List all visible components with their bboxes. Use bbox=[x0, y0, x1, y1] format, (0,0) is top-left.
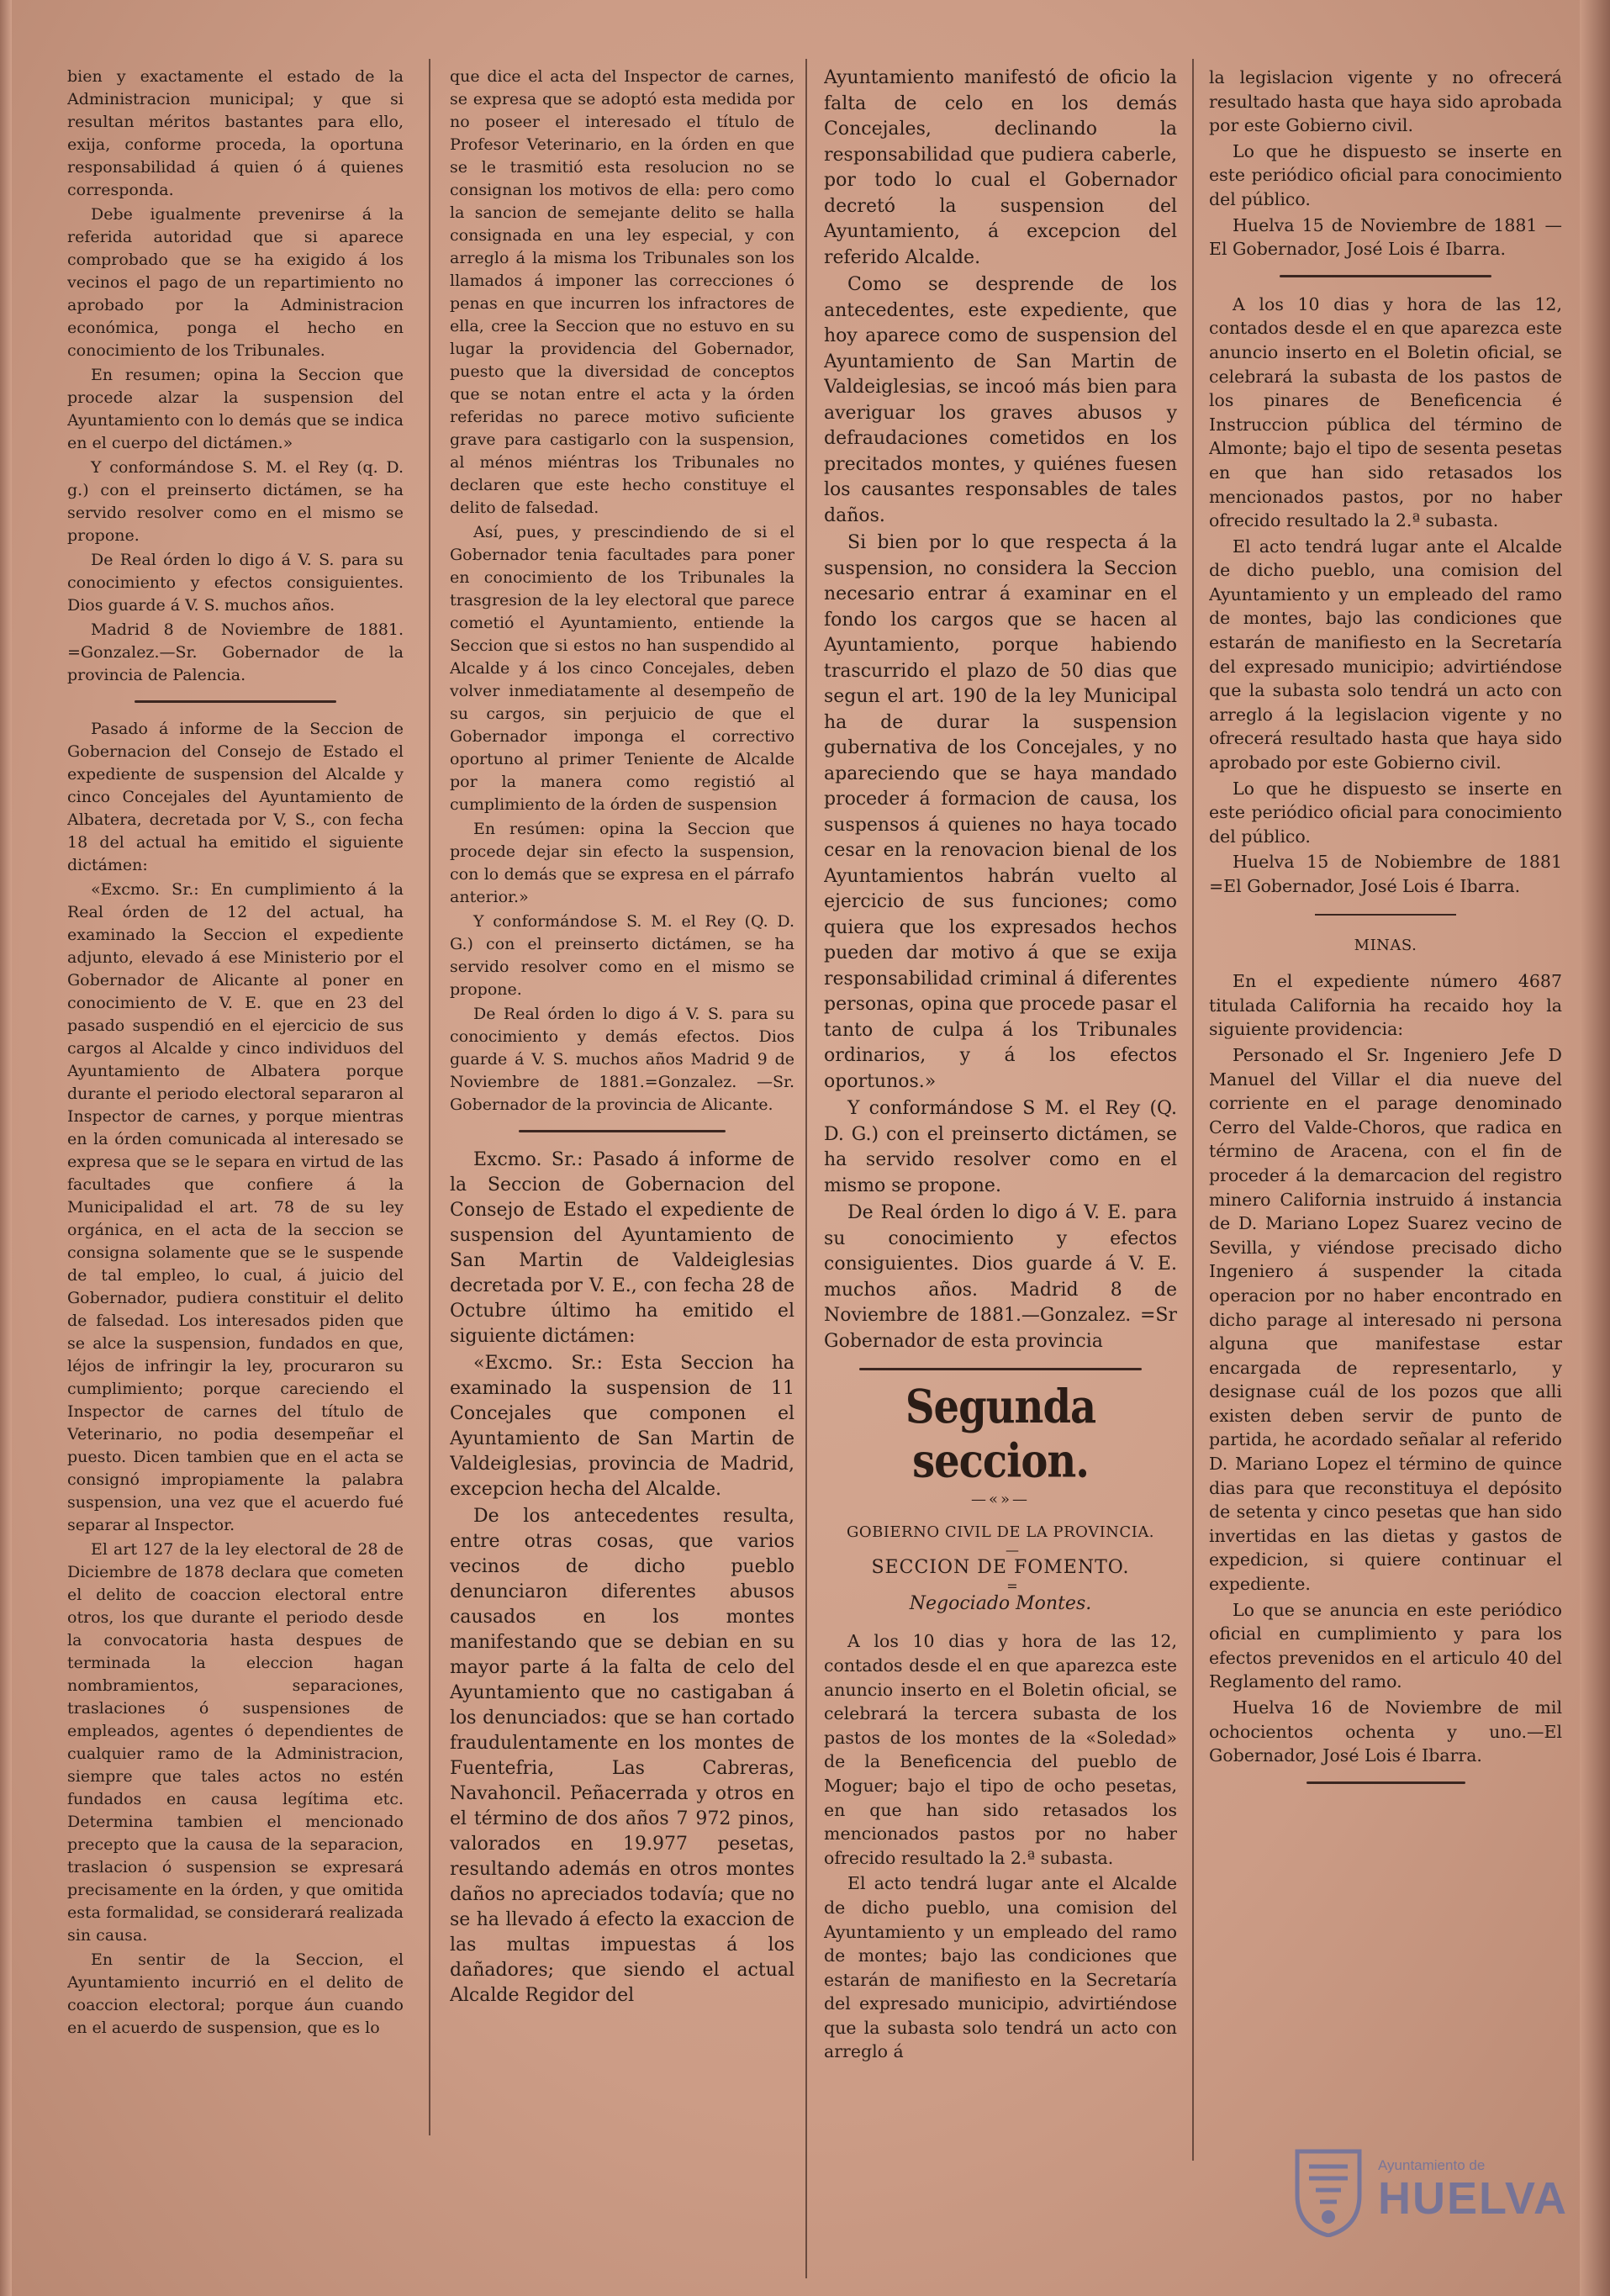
divider bbox=[519, 1130, 726, 1132]
paragraph: El acto tendrá lugar ante el Alcalde de dicho pueblo, una comision del Ayuntamiento y un empleado del ramo de montes; bajo las condiciones que estarán de manifiesto en la Secretaría del expresado municipio, advirtiéndose que la subasta solo tendrá un acto con arreglo á bbox=[824, 1873, 1177, 2062]
ornament: —«»— bbox=[970, 1491, 1031, 1508]
paragraph: El acto tendrá lugar ante el Alcalde de dicho pueblo, una comision del Ayuntamiento y un empleado del ramo de montes, bajo las condiciones que estarán de manifiesto en la Secretaría del expresado municipio; advirtiéndose que la subasta solo tendrá un acto con arreglo á la legislacion vigente y no ofrecerá resultado hasta que haya sido aprobado por este Gobierno civil. bbox=[1209, 536, 1562, 773]
negociado-heading: Negociado Montes. bbox=[909, 1592, 1092, 1614]
paragraph: «Excmo. Sr.: En cumplimiento á la Real órden de 12 del actual, ha examinado la Seccion el expediente adjunto, elevado á ese Ministerio por el Gobernador de Alicante al poner en conocimiento de V. E. que en 23 del pasado suspendió en el ejercicio de sus cargos al Alcalde y cinco individuos del Ayuntamiento de Albatera porque durante el periodo electoral separaron al Inspector de carnes, y porque mientras en la órden comunicada al interesado se expresa que se le separa en virtud de las facultades que confiere á la Municipalidad el art. 78 de su ley orgánica, en el acta de la seccion se consigna solamente que se le suspende de tal empleo, lo cual, á juicio del Gobernador, pudiera constituir el delito de falsedad. Los interesados piden que se alce la suspension, fundados en que, léjos de infringir la ley, procuraron su cumplimiento; porque careciendo el Inspector de carnes del título de Veterinario, no podia desempeñar el puesto. Dicen tambien que en el acta se consignó impropiamente la palabra suspension, una vez que el acuerdo fué separar al Inspector. bbox=[67, 880, 404, 1534]
paragraph: Ayuntamiento manifestó de oficio la falta de celo en los demás Concejales, declinando la responsabilidad que pudiera caberle, por todo lo cual el Gobernador decretó la suspension del Ayuntamiento, á excepcion del referido Alcalde. bbox=[824, 67, 1177, 268]
signature: Huelva 15 de Noviembre de 1881 —El Gobernador, José Lois é Ibarra. bbox=[1209, 214, 1562, 260]
paragraph: A los 10 dias y hora de las 12, contados desde el en que aparezca este anuncio inserto en el Boletin oficial, se celebrará la tercera subasta de los pastos de los montes de la «Soledad» de la Beneficencia del pueblo de Moguer; bajo el tipo de ocho pesetas, en que han sido retasados los mencionados pastos por no haber ofrecido resultado la 2.ª subasta. bbox=[824, 1631, 1177, 1868]
paragraph: Personado el Sr. Ingeniero Jefe D Manuel del Villar el dia nueve del corriente en el parage denominado Cerro del Valde-Choros, que radica en término de Aracena, con el fin de proceder á la demarcacion del registro minero California instruido á instancia de D. Mariano Lopez Suarez vecino de Sevilla, y viéndose precisado dicho Ingeniero á suspender la citada operacion por no haber encontrado en dicho parage al interesado ni persona alguna que manifestase estar encargada de representarlo, y designase cuál de los pozos que alli existen deben servir de punto de partida, he acordado señalar al referido D. Mariano Lopez el término de quince dias para que reconstituya el depósito de setenta y cinco pesetas que han sido invertidas en las dietas y gastos de expedicion, si quiere continuar el expediente. bbox=[1209, 1044, 1562, 1595]
paragraph: En resumen; opina la Seccion que procede alzar la suspension del Ayuntamiento con lo demás que se indica en el cuerpo del dictámen.» bbox=[67, 366, 404, 452]
minas-heading: MINAS. bbox=[1354, 936, 1417, 954]
paragraph: Así, pues, y prescindiendo de si el Gobernador tenia facultades para poner en conocimiento de los Tribunales la trasgresion de la ley electoral que parece cometió el Ayuntamiento, entiende la Seccion que si estos no han suspendido al Alcalde y á los cinco Concejales, deben volver inmediatamente al desempeño de su cargos, sin perjuicio de que el Gobernador imponga el correctivo oportuno al primer Teniente de Alcalde por la manera como registió al cumplimiento de la órden de suspension bbox=[450, 523, 794, 814]
signature: Huelva 15 de Nobiembre de 1881 =El Gobernador, José Lois é Ibarra. bbox=[1209, 852, 1562, 896]
paragraph: Y conformándose S. M. el Rey (Q. D. G.) con el preinserto dictámen, se ha servido resolver como en el mismo se propone. bbox=[450, 912, 794, 999]
dash: = bbox=[1006, 1577, 1018, 1594]
gov-heading: GOBIERNO CIVIL DE LA PROVINCIA. bbox=[846, 1523, 1155, 1541]
paragraph: Pasado á informe de la Seccion de Gobernacion del Consejo de Estado el expediente de suspension del Alcalde y cinco Concejales del Ayuntamiento de Albatera, decretada por V, S., con fecha 18 del actual ha emitido el siguiente dictámen: bbox=[67, 720, 404, 874]
paragraph: En resúmen: opina la Seccion que procede dejar sin efecto la suspension, con lo demás que se expresa en el párrafo anterior.» bbox=[450, 820, 794, 906]
column-rule-3 bbox=[1192, 59, 1194, 2161]
signature: Madrid 8 de Noviembre de 1881. =Gonzalez.—Sr. Gobernador de la provincia de Palencia. bbox=[67, 620, 404, 684]
section-title: Segunda seccion. bbox=[905, 1380, 1096, 1489]
column-rule-1 bbox=[429, 59, 430, 2135]
signature: Huelva 16 de Noviembre de mil ochocientos ochenta y uno.—El Gobernador, José Lois é Ibarra. bbox=[1209, 1697, 1562, 1766]
dash: — bbox=[1006, 1542, 1019, 1559]
paragraph: El art 127 de la ley electoral de 28 de Diciembre de 1878 declara que cometen el delito de coaccion electoral entre otros, los que durante el periodo desde la convocatoria hasta despues de terminada la eleccion hagan nombramientos, separaciones, traslaciones ó suspensiones de empleados, agentes ó dependientes de cualquier ramo de la Administracion, siempre que tales actos no estén fundados en causa legítima etc. Determina tambien el mencionado precepto que la causa de la separacion, traslacion ó suspension se expresará precisamente en la órden, y que omitida esta formalidad, se considerará realizada sin causa. bbox=[67, 1540, 404, 1945]
page-edge-right bbox=[1580, 0, 1610, 2296]
paragraph: Si bien por lo que respecta á la suspension, no considera la Seccion necesario entrar á examinar en el fondo los cargos que se hacen al Ayuntamiento, porque habiendo trascurrido el plazo de 50 dias que segun el art. 190 de la ley Municipal ha de durar la suspension gubernativa de los Concejales, y no apareciendo que se haya mandado proceder á formacion de causa, los suspensos á quienes no haya tocado cesar en la renovacion bienal de los Ayuntamientos habrán vuelto al ejercicio de sus funciones; como quiera que los expresados hechos pueden dar motivo á que se exija responsabilidad criminal á diferentes personas, opina que procede pasar el tanto de culpa á los Tribunales ordinarios, y á los efectos oportunos.» bbox=[824, 532, 1177, 1092]
column-rule-2 bbox=[805, 59, 807, 2278]
huelva-crest-icon bbox=[1291, 2143, 1366, 2237]
divider bbox=[1280, 275, 1491, 277]
column-4 bbox=[1209, 66, 1562, 2285]
column-1 bbox=[67, 66, 404, 2285]
watermark-title: HUELVA bbox=[1378, 2173, 1568, 2224]
paragraph: Lo que he dispuesto se inserte en este periódico oficial para conocimiento del público. bbox=[1209, 778, 1562, 847]
paragraph: De Real órden lo digo á V. S. para su conocimiento y efectos consiguientes. Dios guarde á V. S. muchos años. bbox=[67, 551, 404, 615]
paragraph: A los 10 dias y hora de las 12, contados desde el en que aparezca este anuncio inserto en el Boletin oficial, se celebrará la subasta de los pastos de los pinares de Beneficencia é Instruccion pública del término de Almonte; bajo el tipo de sesenta pesetas en que han sido retasados los mencionados pastos, por no haber ofrecido resultado la 2.ª subasta. bbox=[1209, 293, 1562, 531]
watermark-caption: Ayuntamiento de bbox=[1378, 2157, 1486, 2173]
paragraph: En el expediente número 4687 titulada California ha recaido hoy la siguiente providencia: bbox=[1209, 971, 1562, 1040]
divider bbox=[1306, 1781, 1465, 1784]
paragraph: De Real órden lo digo á V. E. para su conocimiento y efectos consiguientes. Dios guarde á V. E. muchos años. Madrid 8 de Noviembre de 1881.—Gonzalez. =Sr Gobernador de esta provincia bbox=[824, 1202, 1177, 1352]
divider bbox=[859, 1368, 1142, 1370]
paragraph: bien y exactamente el estado de la Administracion municipal; y que si resultan méritos bastantes para ello, exija, conforme proceda, la oportuna responsabilidad á quien ó á quienes corresponda. bbox=[67, 67, 404, 199]
column-3 bbox=[824, 66, 1177, 2285]
paragraph: Debe igualmente prevenirse á la referida autoridad que si aparece comprobado que se ha exigido á los vecinos el pago de un repartimiento no aprobado por la Administracion económica, ponga el hecho en conocimiento de los Tribunales. bbox=[67, 205, 404, 360]
paragraph: De Real órden lo digo á V. S. para su conocimiento y demás efectos. Dios guarde á V. S. muchos años Madrid 9 de Noviembre de 1881.=Gonzalez. —Sr. Gobernador de la provincia de Alicante. bbox=[450, 1005, 794, 1114]
paragraph: la legislacion vigente y no ofrecerá resultado hasta que haya sido aprobada por este Gobierno civil. bbox=[1209, 67, 1562, 136]
paragraph: En sentir de la Seccion, el Ayuntamiento incurrió en el delito de coaccion electoral; porque áun cuando en el acuerdo de suspension, que es lo bbox=[67, 1950, 404, 2037]
divider bbox=[1315, 914, 1456, 916]
ayuntamiento-watermark bbox=[1291, 2127, 1568, 2253]
paragraph: Y conformándose S M. el Rey (Q. D. G.) con el preinserto dictámen, se ha servido resolver como en el mismo se propone. bbox=[824, 1098, 1177, 1196]
paragraph: que dice el acta del Inspector de carnes, se expresa que se adoptó esta medida por no poseer el interesado el título de Profesor Veterinario, en la órden en que se le trasmitió esta resolucion no se consignan los motivos de ella: pero como la sancion de semejante delito se halla consignada en una ley especial, y con arreglo á la misma los Tribunales son los llamados á imponer las correcciones ó penas en que incurren los infractores de ella, cree la Seccion que no estuvo en su lugar la providencia del Gobernador, puesto que la diversidad de conceptos que se notan entre el acta y la órden referidas no parece motivo suficiente grave para castigarlo con la suspension, al ménos miéntras los Tribunales no declaren que este hecho constituye el delito de falsedad. bbox=[450, 67, 794, 517]
paragraph: De los antecedentes resulta, entre otras cosas, que varios vecinos de dicho pueblo denunciaron diferentes abusos causados en los montes manifestando que se debian en su mayor parte á la falta de celo del Ayuntamiento que no castigaban á los denunciados: que se han cortado fraudulentamente en los montes de Fuentefria, Las Cabreras, Navahoncil. Peñacerrada y otros en el término de dos años 7 972 pinos, valorados en 19.977 pesetas, resultando además en otros montes daños no apreciados todavía; que no se ha llevado á efecto la exaccion de las multas impuestas á los dañadores; que siendo el actual Alcalde Regidor del bbox=[450, 1506, 794, 2006]
paragraph: Como se desprende de los antecedentes, este expediente, que hoy aparece como de suspension del Ayuntamiento de San Martin de Valdeiglesias, se incoó más bien para averiguar los graves abusos y defraudaciones cometidos en los precitados montes, y quiénes fuesen los causantes responsables de tales daños. bbox=[824, 274, 1177, 526]
paragraph: Y conformándose S. M. el Rey (q. D. g.) con el preinserto dictámen, se ha servido resolver como en el mismo se propone. bbox=[67, 458, 404, 545]
fomento-heading: SECCION DE FOMENTO. bbox=[871, 1557, 1130, 1579]
column-2 bbox=[450, 66, 794, 2285]
divider bbox=[135, 700, 336, 703]
page-edge-left bbox=[0, 0, 12, 2296]
paragraph: «Excmo. Sr.: Esta Seccion ha examinado la suspension de 11 Concejales que componen el Ayuntamiento de San Martin de Valdeiglesias, provincia de Madrid, excepcion hecha del Alcalde. bbox=[450, 1353, 794, 1500]
paragraph: Excmo. Sr.: Pasado á informe de la Seccion de Gobernacion del Consejo de Estado el expediente de suspension del Ayuntamiento de San Martin de Valdeiglesias decretada por V. E., con fecha 28 de Octubre último ha emitido el siguiente dictámen: bbox=[450, 1149, 794, 1347]
paragraph: Lo que se anuncia en este periódico oficial en cumplimiento y para los efectos prevenidos en el articulo 40 del Reglamento del ramo. bbox=[1209, 1599, 1562, 1692]
paragraph: Lo que he dispuesto se inserte en este periódico oficial para conocimiento del público. bbox=[1209, 140, 1562, 209]
